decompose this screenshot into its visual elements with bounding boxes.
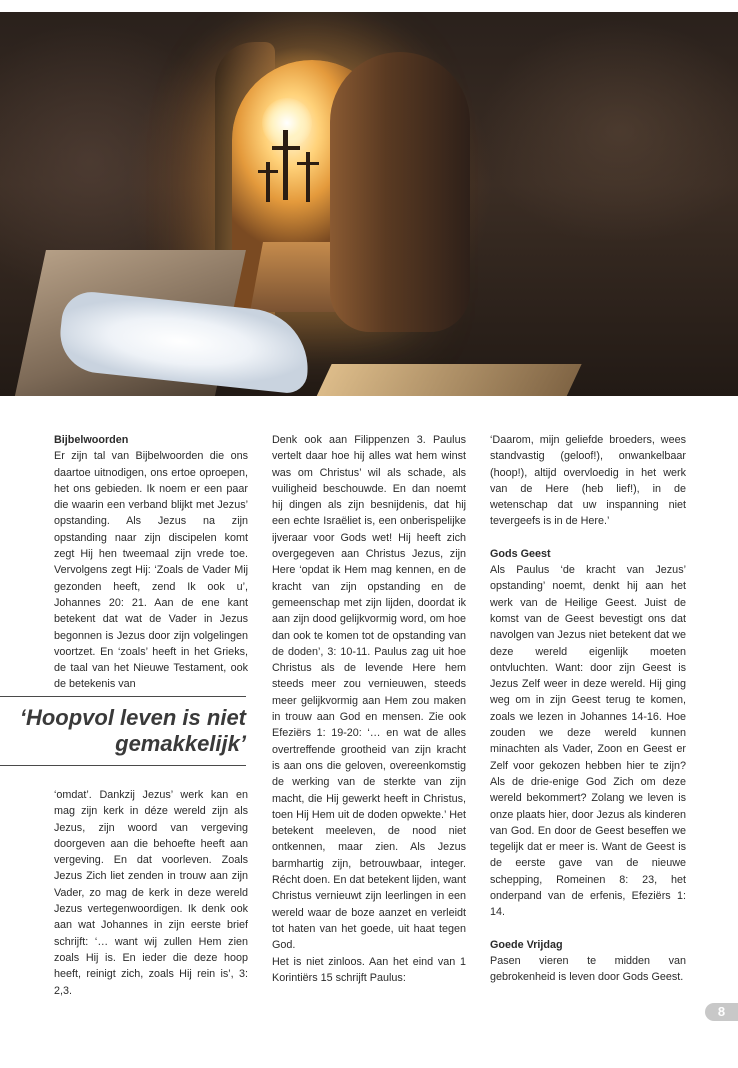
cross-left-vertical [266, 162, 270, 202]
cross-right-vertical [306, 152, 310, 202]
cross-center-horizontal [272, 146, 300, 150]
column-3 [490, 432, 686, 986]
column-2 [272, 432, 466, 986]
section-heading-gods-geest: Gods Geest [490, 547, 551, 560]
page-number: 8 [705, 1003, 738, 1021]
cross-right-horizontal [297, 162, 319, 165]
cross-center-vertical [283, 130, 288, 200]
floor-light [308, 364, 581, 396]
column-1-bottom [54, 787, 248, 999]
paragraph: Pasen vieren te midden van gebrokenheid is leven door Gods Geest. [490, 954, 686, 984]
cross-left-horizontal [258, 170, 278, 173]
section-heading-bijbelwoorden: Bijbelwoorden [54, 434, 129, 446]
paragraph: ‘Daarom, mijn geliefde broeders, wees standvastig (geloof!), onwankelbaar (hoop!), altijd overvloedig in het werk van de Here (heb lief!), in de wetenschap dat uw inspanning niet tevergeefs is in de Here.’ [490, 434, 686, 528]
paragraph: Denk ook aan Filippenzen 3. Paulus vertelt daar hoe hij alles wat hem winst was om Christus’ wil als schade, als vuiligheid beschouwde. En dan noemt hij dingen als zijn besnijdenis, dat hij een echte Israëliet is, een onberispelijke ijveraar voor Gods wet! Hij heeft zich overgegeven aan Christus Jezus, zijn Here ‘opdat ik Hem mag kennen, en de kracht van zijn opstanding en de gemeenschap met zijn lijden, doordat ik aan zijn dood gelijkvormig word, om hoe dan ook te komen tot de opstanding van de doden’, 3: 10-11. Paulus zag uit hoe Christus als de levende Here hem steeds meer zou vernieuwen, steeds meer gelijkvormig aan Hem zou maken in trouw aan God en mensen. Zie ook Efeziërs 1: 19-20: ‘… en wat de alles overtreffende grootheid van zijn kracht is aan ons die geloven, overeenkomstig de werking van de sterkte van zijn macht, die Hij gewerkt heeft in Christus, toen Hij Hem uit de doden opwekte.’ Het betekent meeleven, de nood niet ontkennen, maar zien. Als Jezus barmhartig zijn, betrouwbaar, integer. Récht doen. En dat betekent lijden, want Christus vernieuwt zijn leerlingen in een wereld waar de boze aanzet en verleidt tot haten van het goede, uit haat tegen God. [272, 434, 466, 952]
paragraph: Er zijn tal van Bijbelwoorden die ons daartoe uitnodigen, ons ertoe oproepen, het ons gebieden. Ik noem er een paar die waarin een verband blijkt met Jezus’ opstanding. Als Jezus na zijn opstanding naar zijn discipelen komt zegt Hij hen tweemaal zijn vrede toe. Vervolgens zegt Hij: ‘Zoals de Vader Mij gezonden heeft, zend Ik ook u’, Johannes 20: 21. Aan de ene kant betekent dat wat de Vader in Jezus begonnen is Jezus door zijn volgelingen voortzet. En ‘zoals’ heeft in het Grieks, de taal van het Nieuwe Testament, ook de betekenis van [54, 450, 248, 691]
top-margin [0, 0, 738, 12]
paragraph: Als Paulus ‘de kracht van Jezus’ opstanding’ noemt, denkt hij aan het werk van de Heilige Geest. Juist de komst van de Geest bevestigt ons dat navolgen van Jezus niet betekent dat we deze wereld eigenlijk moeten ontvluchten. Want: door zijn Geest is Jezus Zelf weer in deze wereld. Hij ging weg om in zijn Geest terug te komen, zoals we lezen in Johannes 14-16. Hoe zouden we deze wereld kunnen minachten als Vader, Zoon en Geest er Zelf voor gekozen hebben hier te zijn? Als de drie-enige God Zich om deze wereld bekommert? Zolang we leven is onze plaats hier, door Jezus als kinderen van God. En door de Geest beseffen we tegelijk dat er meer is. Want de Geest is de eerste gave van de nieuwe schepping, Romeinen 8: 23, het onderpand van de erfenis, Efeziërs 1: 14. [490, 564, 686, 919]
section-heading-goede-vrijdag: Goede Vrijdag [490, 938, 563, 951]
paragraph: ‘omdat’. Dankzij Jezus’ werk kan en mag zijn kerk in déze wereld zijn als Jezus, zijn woord van vergeving doorgeven aan die behoefte heeft aan vergeving. En dat voorleven. Zoals Jezus Zich liet zenden in trouw aan zijn Vader, zo mag de kerk in deze wereld Jezus vertegenwoordigen. Ik denk ook aan wat Johannes in zijn eerste brief schrijft: ‘… want wij zullen Hem zien zoals Hij is. En ieder die deze hoop heeft, reinigt zich, zoals Hij rein is’, 3: 2,3. [54, 789, 248, 997]
column-1-top [54, 432, 248, 693]
empty-tomb-photo [0, 12, 738, 396]
pull-quote-box [0, 696, 246, 766]
paragraph: Het is niet zinloos. Aan het eind van 1 Korintiërs 15 schrijft Paulus: [272, 955, 466, 984]
pull-quote: ‘Hoopvol leven is niet gemakkelijk’ [19, 705, 246, 756]
rolled-stone [330, 52, 470, 332]
